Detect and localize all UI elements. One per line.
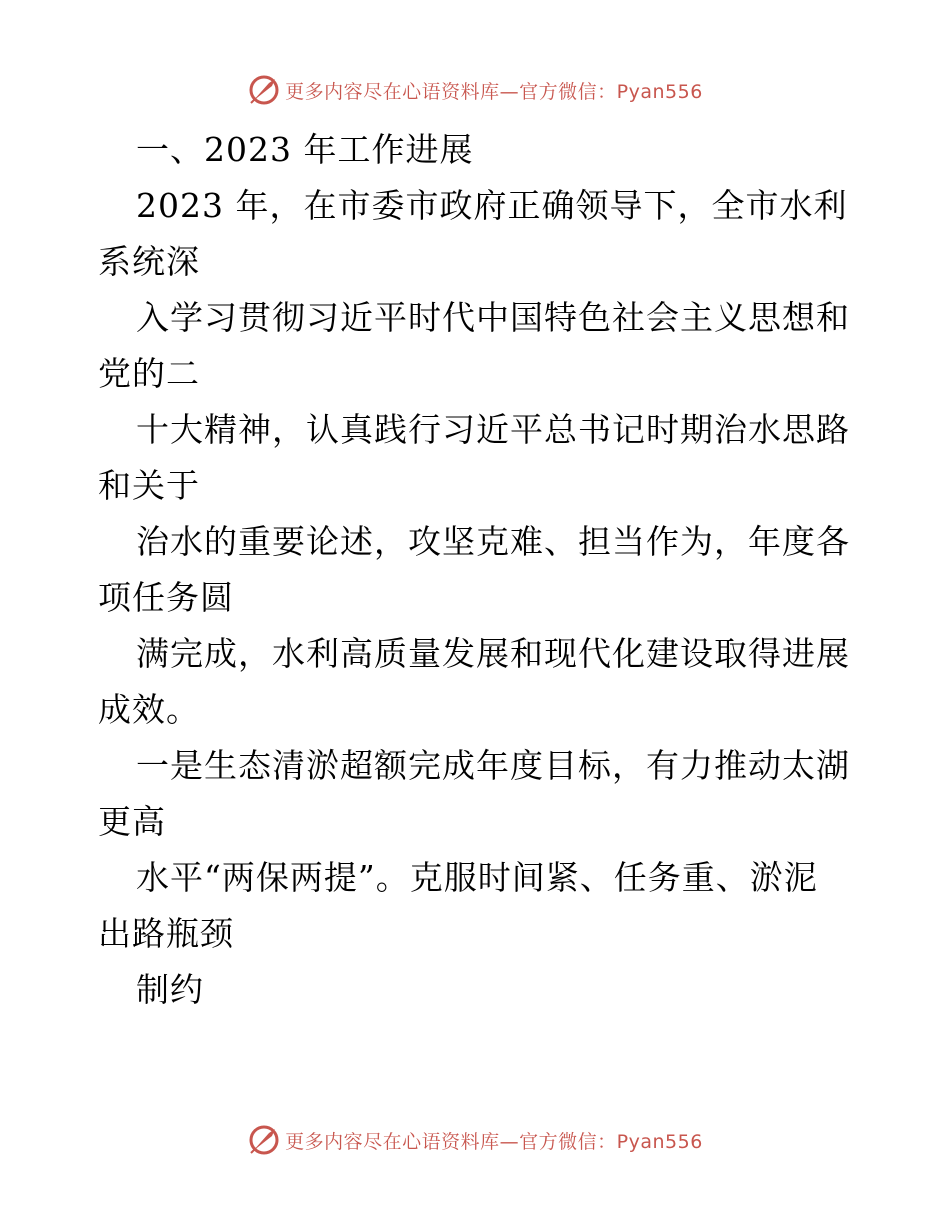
paragraph-line: 更高 <box>98 802 166 841</box>
paragraph-line: 满完成，水利高质量发展和现代化建设取得进展 <box>136 634 850 673</box>
paragraph-line: 一是生态清淤超额完成年度目标，有力推动太湖 <box>136 746 850 785</box>
section-heading: 一、2023 年工作进展 <box>136 130 474 169</box>
watermark-text: 更多内容尽在心语资料库—官方微信：Pyan556 <box>285 80 703 103</box>
paragraph-line: 制约 <box>136 970 204 1009</box>
paragraph-line: 和关于 <box>98 466 200 505</box>
paragraph-line: 系统深 <box>98 242 200 281</box>
paragraph-line: 水平“两保两提”。克服时间紧、任务重、淤泥 <box>136 858 818 897</box>
paragraph-line: 入学习贯彻习近平时代中国特色社会主义思想和 <box>136 298 850 337</box>
paragraph-line: 治水的重要论述，攻坚克难、担当作为，年度各 <box>136 522 850 561</box>
document-body <box>98 122 858 1018</box>
paragraph-line: 成效。 <box>98 690 200 729</box>
watermark-text: 更多内容尽在心语资料库—官方微信：Pyan556 <box>285 1130 703 1153</box>
paragraph-line: 项任务圆 <box>98 578 234 617</box>
paragraph-line: 十大精神，认真践行习近平总书记时期治水思路 <box>136 410 850 449</box>
paragraph-line: 2023 年，在市委市政府正确领导下，全市水利 <box>136 186 848 225</box>
footer-watermark-banner <box>0 1120 950 1160</box>
header-watermark-banner <box>0 70 950 110</box>
quill-pen-logo-icon <box>247 1123 281 1157</box>
quill-pen-logo-icon <box>247 73 281 107</box>
paragraph-line: 出路瓶颈 <box>98 914 234 953</box>
paragraph-line: 党的二 <box>98 354 200 393</box>
